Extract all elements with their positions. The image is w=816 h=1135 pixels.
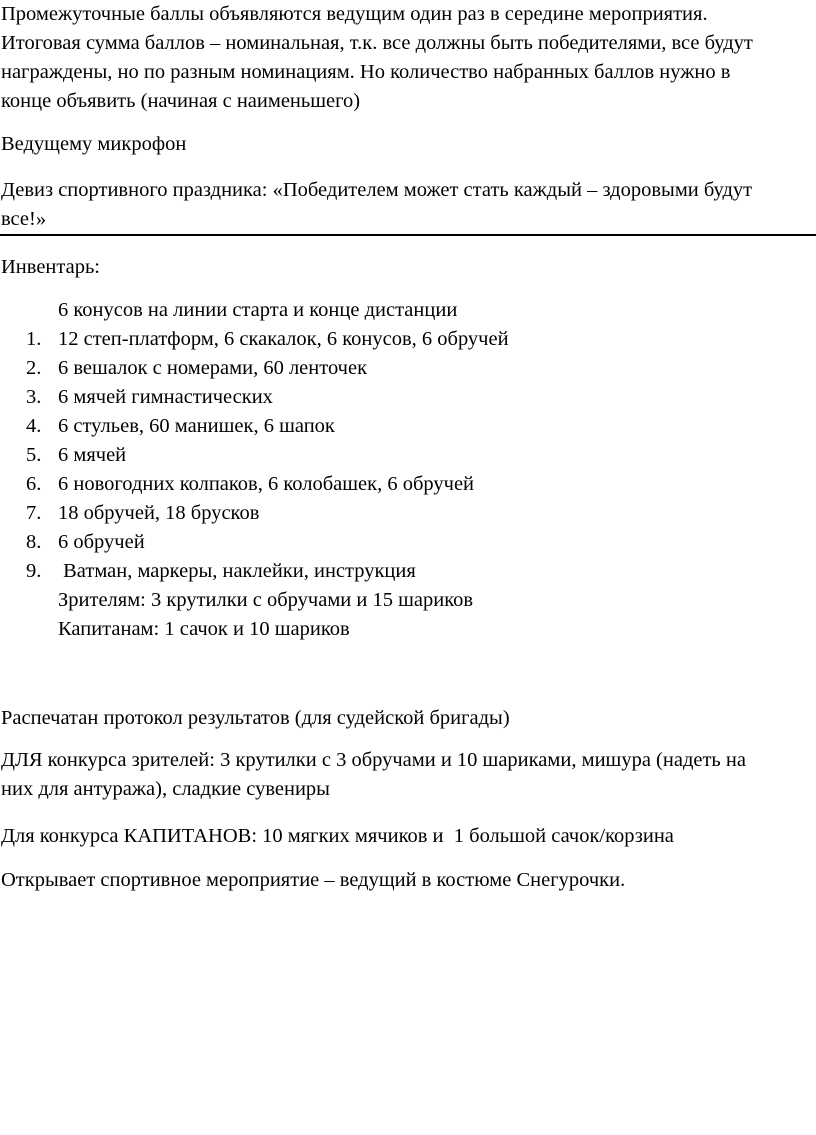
protocol-text: Распечатан протокол результатов (для судейской бригады) <box>1 707 510 729</box>
opening-paragraph <box>1 866 811 895</box>
motto-paragraph <box>1 176 811 234</box>
spectators-contest-paragraph <box>1 746 811 804</box>
captains-contest-text: Для конкурса КАПИТАНОВ: 10 мягких мячиков и 1 большой сачок/корзина <box>1 825 674 847</box>
list-item-text: 12 степ-платформ, 6 скакалок, 6 конусов, 6 обручей <box>58 328 509 350</box>
captains-contest-paragraph <box>1 822 811 851</box>
list-item-text: 6 новогодних колпаков, 6 колобашек, 6 обручей <box>58 473 475 495</box>
list-item-text: 6 вешалок с номерами, 60 ленточек <box>58 357 368 379</box>
microphone-paragraph <box>1 130 811 159</box>
list-item-text: 6 стульев, 60 манишек, 6 шапок <box>58 415 335 437</box>
captains-inventory-text: Капитанам: 1 сачок и 10 шариков <box>58 618 350 640</box>
protocol-paragraph <box>1 704 811 733</box>
intro-line-3: награждены, но по разным номинациям. Но количество набранных баллов нужно в <box>1 61 731 83</box>
spectators-line-1: ДЛЯ конкурса зрителей: 3 крутилки с 3 обручами и 10 шариками, мишура (надеть на <box>1 749 746 771</box>
list-item-number: 5. <box>26 444 42 466</box>
list-item-number: 2. <box>26 357 42 379</box>
list-item-text: 6 обручей <box>58 531 145 553</box>
list-item-number: 6. <box>26 473 42 495</box>
inventory-pre-item-text: 6 конусов на линии старта и конце дистанции <box>58 299 458 321</box>
list-item-number: 8. <box>26 531 42 553</box>
microphone-text: Ведущему микрофон <box>1 133 187 155</box>
list-item-text: 18 обручей, 18 брусков <box>58 502 260 524</box>
list-item-text: 6 мячей гимнастических <box>58 386 273 408</box>
inventory-heading-text: Инвентарь: <box>1 256 101 278</box>
intro-line-2: Итоговая сумма баллов – номинальная, т.к. все должны быть победителями, все будут <box>1 32 753 54</box>
list-item-number: 7. <box>26 502 42 524</box>
list-item-number: 1. <box>26 328 42 350</box>
motto-line-2: все!» <box>1 208 47 230</box>
spectators-line-2: них для антуража), сладкие сувениры <box>1 778 330 800</box>
list-item-text: 6 мячей <box>58 444 127 466</box>
motto-line-1: Девиз спортивного праздника: «Победителем может стать каждый – здоровыми будут <box>1 179 753 201</box>
spectators-inventory-text: Зрителям: 3 крутилки с обручами и 15 шариков <box>58 589 474 611</box>
opening-text: Открывает спортивное мероприятие – ведущий в костюме Снегурочки. <box>1 869 626 891</box>
intro-paragraph <box>1 0 811 116</box>
inventory-heading <box>1 253 811 282</box>
intro-line-1: Промежуточные баллы объявляются ведущим один раз в середине мероприятия. <box>1 3 708 25</box>
list-item-number: 3. <box>26 386 42 408</box>
horizontal-divider <box>0 234 816 236</box>
intro-line-4: конце объявить (начиная с наименьшего) <box>1 90 361 112</box>
list-item-number: 9. <box>26 560 42 582</box>
list-item-text: Ватман, маркеры, наклейки, инструкция <box>58 560 416 582</box>
list-item-number: 4. <box>26 415 42 437</box>
